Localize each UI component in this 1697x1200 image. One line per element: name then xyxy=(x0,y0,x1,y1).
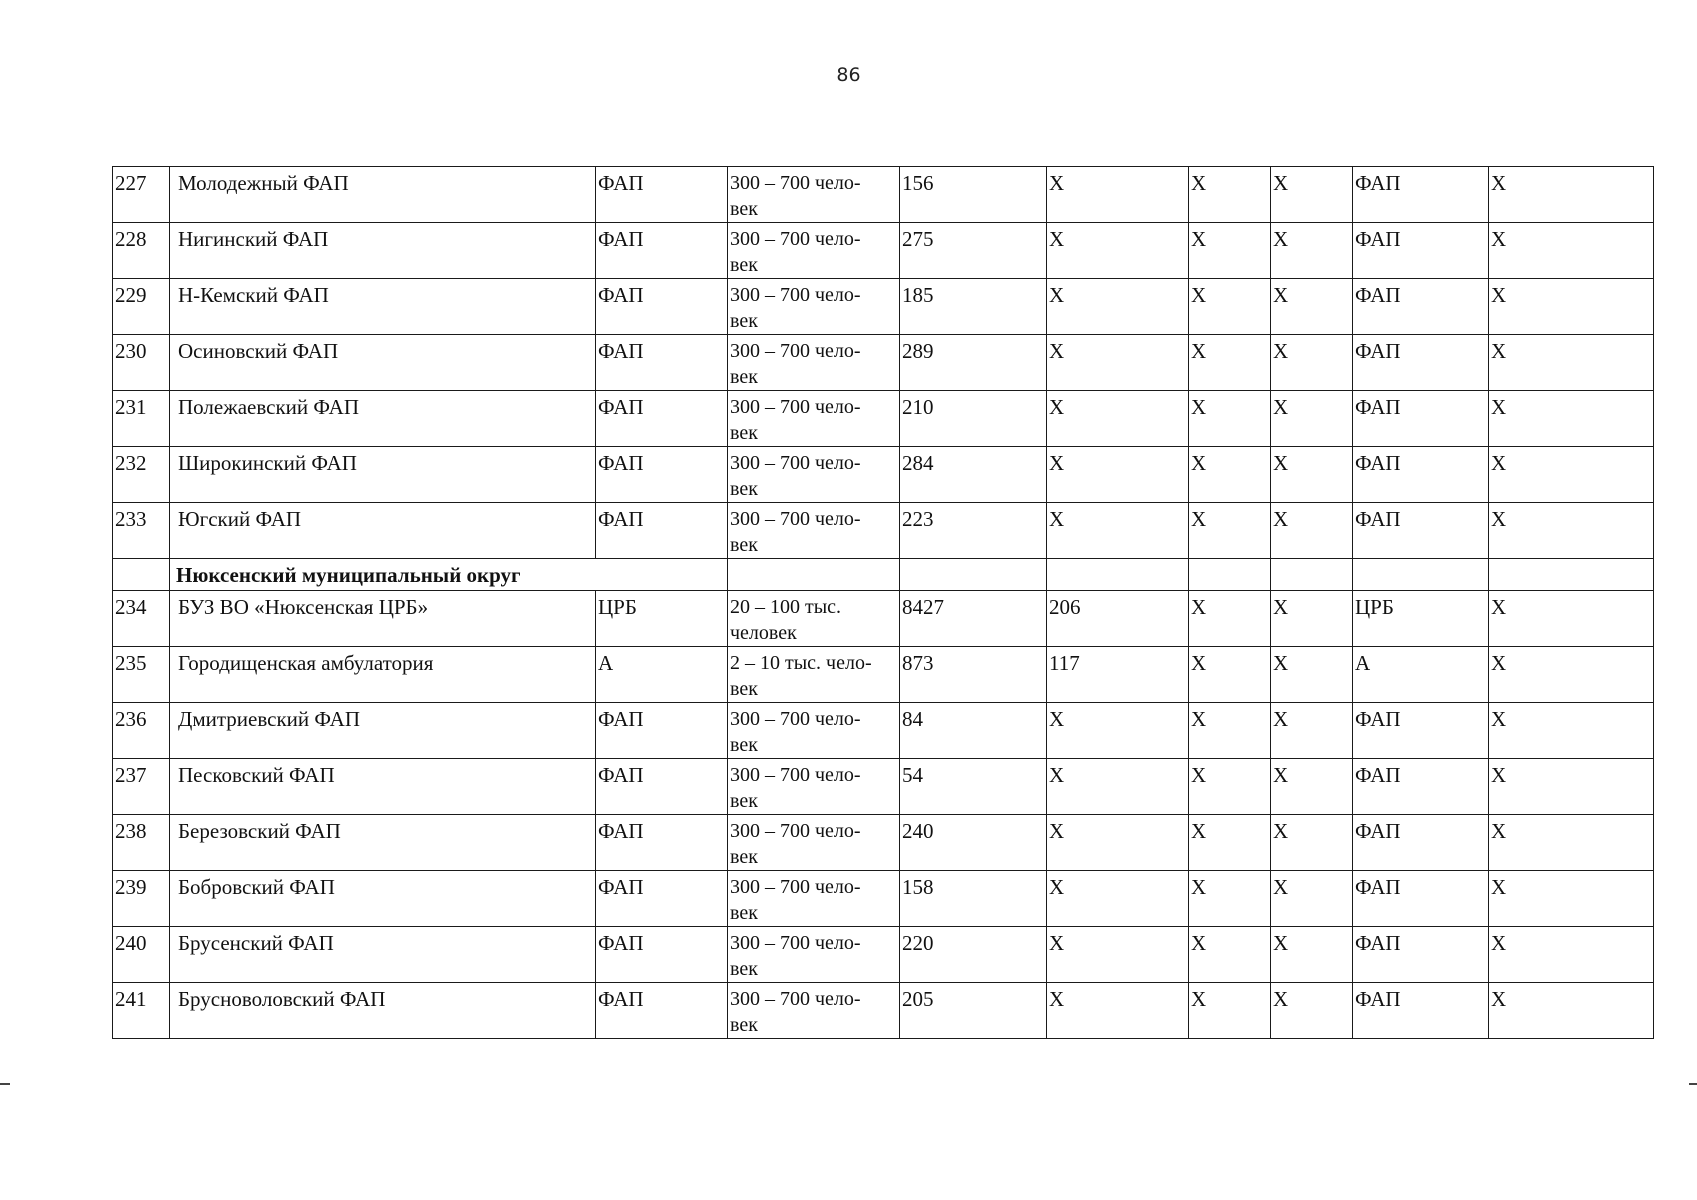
population-range-cell xyxy=(728,703,900,759)
value-cell-3: Х xyxy=(1271,591,1353,647)
facility-type-cell: ФАП xyxy=(596,279,728,335)
population-count-cell: 210 xyxy=(900,391,1047,447)
population-count-cell: 84 xyxy=(900,703,1047,759)
district-empty-cell xyxy=(1271,559,1353,591)
population-range-line1: 300 – 700 чело- xyxy=(730,172,861,194)
population-range-line1: 300 – 700 чело- xyxy=(730,988,861,1010)
value-cell-4: ФАП xyxy=(1353,703,1489,759)
population-range-line2: век xyxy=(730,366,758,388)
table-body-bottom xyxy=(113,591,1654,1039)
value-cell-2: Х xyxy=(1189,759,1271,815)
population-range-cell xyxy=(728,279,900,335)
population-range-line1: 300 – 700 чело- xyxy=(730,932,861,954)
facility-name-cell: Н-Кемский ФАП xyxy=(170,279,596,335)
value-cell-2: Х xyxy=(1189,927,1271,983)
row-number-cell: 228 xyxy=(113,223,170,279)
facility-name-cell: Молодежный ФАП xyxy=(170,167,596,223)
value-cell-2: Х xyxy=(1189,223,1271,279)
table-row xyxy=(113,927,1654,983)
row-number-cell: 233 xyxy=(113,503,170,559)
population-count-cell: 284 xyxy=(900,447,1047,503)
population-range-line2: век xyxy=(730,678,758,700)
population-range-line2: человек xyxy=(730,622,797,644)
facility-name-cell: Городищенская амбулатория xyxy=(170,647,596,703)
facility-type-cell: ФАП xyxy=(596,335,728,391)
value-cell-4: ФАП xyxy=(1353,503,1489,559)
value-cell-5: Х xyxy=(1489,983,1654,1039)
value-cell-3: Х xyxy=(1271,223,1353,279)
population-range-line2: век xyxy=(730,310,758,332)
row-number-cell: 238 xyxy=(113,815,170,871)
value-cell-3: Х xyxy=(1271,647,1353,703)
facility-type-cell: ФАП xyxy=(596,983,728,1039)
facility-name-cell: Широкинский ФАП xyxy=(170,447,596,503)
facility-type-cell: ФАП xyxy=(596,503,728,559)
value-cell-2: Х xyxy=(1189,815,1271,871)
table-row xyxy=(113,815,1654,871)
table-body-top xyxy=(113,167,1654,559)
value-cell-1: Х xyxy=(1047,815,1189,871)
district-empty-cell xyxy=(1353,559,1489,591)
value-cell-3: Х xyxy=(1271,335,1353,391)
population-count-cell: 156 xyxy=(900,167,1047,223)
facility-name-cell: Песковский ФАП xyxy=(170,759,596,815)
population-count-cell: 54 xyxy=(900,759,1047,815)
population-range-cell xyxy=(728,391,900,447)
value-cell-5: Х xyxy=(1489,391,1654,447)
value-cell-4: ФАП xyxy=(1353,391,1489,447)
row-number-cell: 230 xyxy=(113,335,170,391)
facility-type-cell: ФАП xyxy=(596,871,728,927)
facility-type-cell: ЦРБ xyxy=(596,591,728,647)
row-number-cell: 237 xyxy=(113,759,170,815)
value-cell-4: ФАП xyxy=(1353,815,1489,871)
population-count-cell: 8427 xyxy=(900,591,1047,647)
value-cell-3: Х xyxy=(1271,703,1353,759)
district-empty-cell xyxy=(1489,559,1654,591)
population-range-line2: век xyxy=(730,734,758,756)
value-cell-1: Х xyxy=(1047,983,1189,1039)
population-count-cell: 240 xyxy=(900,815,1047,871)
value-cell-4: ЦРБ xyxy=(1353,591,1489,647)
table-row xyxy=(113,759,1654,815)
population-count-cell: 873 xyxy=(900,647,1047,703)
value-cell-1: Х xyxy=(1047,335,1189,391)
value-cell-3: Х xyxy=(1271,759,1353,815)
district-row xyxy=(113,559,1654,591)
facility-name-cell: Березовский ФАП xyxy=(170,815,596,871)
value-cell-5: Х xyxy=(1489,279,1654,335)
population-count-cell: 275 xyxy=(900,223,1047,279)
population-range-cell xyxy=(728,503,900,559)
scan-mark-right xyxy=(1689,1083,1697,1085)
population-range-cell xyxy=(728,167,900,223)
population-range-cell xyxy=(728,591,900,647)
row-number-cell: 234 xyxy=(113,591,170,647)
value-cell-4: ФАП xyxy=(1353,871,1489,927)
value-cell-1: Х xyxy=(1047,927,1189,983)
population-range-line2: век xyxy=(730,902,758,924)
value-cell-2: Х xyxy=(1189,167,1271,223)
value-cell-1: Х xyxy=(1047,223,1189,279)
value-cell-5: Х xyxy=(1489,591,1654,647)
population-range-line1: 20 – 100 тыс. xyxy=(730,596,842,618)
row-number-cell: 232 xyxy=(113,447,170,503)
population-range-line2: век xyxy=(730,254,758,276)
value-cell-4: ФАП xyxy=(1353,927,1489,983)
population-range-cell xyxy=(728,871,900,927)
table-body-district xyxy=(113,559,1654,591)
value-cell-4: ФАП xyxy=(1353,983,1489,1039)
value-cell-5: Х xyxy=(1489,647,1654,703)
value-cell-2: Х xyxy=(1189,447,1271,503)
population-range-line1: 300 – 700 чело- xyxy=(730,508,861,530)
value-cell-5: Х xyxy=(1489,871,1654,927)
population-count-cell: 158 xyxy=(900,871,1047,927)
population-range-line1: 300 – 700 чело- xyxy=(730,228,861,250)
district-num-cell xyxy=(113,559,170,591)
population-range-line2: век xyxy=(730,790,758,812)
facility-type-cell: А xyxy=(596,647,728,703)
value-cell-5: Х xyxy=(1489,759,1654,815)
value-cell-3: Х xyxy=(1271,927,1353,983)
population-range-cell xyxy=(728,927,900,983)
value-cell-5: Х xyxy=(1489,335,1654,391)
row-number-cell: 231 xyxy=(113,391,170,447)
population-range-line1: 300 – 700 чело- xyxy=(730,876,861,898)
facility-name-cell: Брусноволовский ФАП xyxy=(170,983,596,1039)
district-empty-cell xyxy=(728,559,900,591)
value-cell-2: Х xyxy=(1189,391,1271,447)
facility-type-cell: ФАП xyxy=(596,391,728,447)
table-row xyxy=(113,279,1654,335)
district-empty-cell xyxy=(900,559,1047,591)
value-cell-1: 206 xyxy=(1047,591,1189,647)
facility-name-cell: Брусенский ФАП xyxy=(170,927,596,983)
value-cell-5: Х xyxy=(1489,927,1654,983)
table-row xyxy=(113,983,1654,1039)
table-row xyxy=(113,647,1654,703)
value-cell-1: Х xyxy=(1047,391,1189,447)
population-count-cell: 289 xyxy=(900,335,1047,391)
table-row xyxy=(113,391,1654,447)
facility-name-cell: Бобровский ФАП xyxy=(170,871,596,927)
population-range-line1: 300 – 700 чело- xyxy=(730,396,861,418)
value-cell-2: Х xyxy=(1189,703,1271,759)
value-cell-2: Х xyxy=(1189,279,1271,335)
value-cell-4: А xyxy=(1353,647,1489,703)
value-cell-2: Х xyxy=(1189,591,1271,647)
facility-name-cell: Полежаевский ФАП xyxy=(170,391,596,447)
facility-name-cell: Осиновский ФАП xyxy=(170,335,596,391)
facility-name-cell: Югский ФАП xyxy=(170,503,596,559)
value-cell-3: Х xyxy=(1271,871,1353,927)
scan-mark-left xyxy=(0,1083,10,1085)
value-cell-2: Х xyxy=(1189,647,1271,703)
population-range-line2: век xyxy=(730,1014,758,1036)
page-number: 86 xyxy=(836,64,861,86)
facility-type-cell: ФАП xyxy=(596,447,728,503)
table-row xyxy=(113,447,1654,503)
value-cell-3: Х xyxy=(1271,815,1353,871)
population-range-line2: век xyxy=(730,534,758,556)
value-cell-1: Х xyxy=(1047,759,1189,815)
population-range-line2: век xyxy=(730,958,758,980)
facility-type-cell: ФАП xyxy=(596,167,728,223)
table-row xyxy=(113,703,1654,759)
facility-type-cell: ФАП xyxy=(596,927,728,983)
value-cell-3: Х xyxy=(1271,167,1353,223)
row-number-cell: 239 xyxy=(113,871,170,927)
value-cell-1: 117 xyxy=(1047,647,1189,703)
population-count-cell: 185 xyxy=(900,279,1047,335)
value-cell-4: ФАП xyxy=(1353,759,1489,815)
row-number-cell: 240 xyxy=(113,927,170,983)
population-range-line1: 300 – 700 чело- xyxy=(730,340,861,362)
row-number-cell: 227 xyxy=(113,167,170,223)
value-cell-5: Х xyxy=(1489,167,1654,223)
facility-name-cell: Нигинский ФАП xyxy=(170,223,596,279)
facility-type-cell: ФАП xyxy=(596,703,728,759)
population-range-line2: век xyxy=(730,198,758,220)
value-cell-3: Х xyxy=(1271,391,1353,447)
population-range-line1: 2 – 10 тыс. чело- xyxy=(730,652,872,674)
population-range-line1: 300 – 700 чело- xyxy=(730,820,861,842)
value-cell-1: Х xyxy=(1047,703,1189,759)
value-cell-4: ФАП xyxy=(1353,335,1489,391)
table-row xyxy=(113,503,1654,559)
population-range-cell xyxy=(728,983,900,1039)
table-row xyxy=(113,335,1654,391)
row-number-cell: 241 xyxy=(113,983,170,1039)
value-cell-1: Х xyxy=(1047,871,1189,927)
row-number-cell: 229 xyxy=(113,279,170,335)
value-cell-5: Х xyxy=(1489,703,1654,759)
value-cell-3: Х xyxy=(1271,503,1353,559)
population-count-cell: 223 xyxy=(900,503,1047,559)
value-cell-5: Х xyxy=(1489,815,1654,871)
value-cell-4: ФАП xyxy=(1353,167,1489,223)
value-cell-5: Х xyxy=(1489,503,1654,559)
value-cell-2: Х xyxy=(1189,503,1271,559)
value-cell-2: Х xyxy=(1189,335,1271,391)
value-cell-2: Х xyxy=(1189,983,1271,1039)
population-count-cell: 220 xyxy=(900,927,1047,983)
population-range-cell xyxy=(728,815,900,871)
population-range-line1: 300 – 700 чело- xyxy=(730,284,861,306)
table-row xyxy=(113,167,1654,223)
district-empty-cell xyxy=(1189,559,1271,591)
district-empty-cell xyxy=(1047,559,1189,591)
population-range-cell xyxy=(728,759,900,815)
district-title: Нюксенский муниципальный округ xyxy=(170,559,728,591)
value-cell-3: Х xyxy=(1271,447,1353,503)
facility-type-cell: ФАП xyxy=(596,223,728,279)
facility-type-cell: ФАП xyxy=(596,759,728,815)
row-number-cell: 236 xyxy=(113,703,170,759)
population-range-line1: 300 – 700 чело- xyxy=(730,708,861,730)
value-cell-4: ФАП xyxy=(1353,279,1489,335)
population-range-line2: век xyxy=(730,846,758,868)
row-number-cell: 235 xyxy=(113,647,170,703)
value-cell-3: Х xyxy=(1271,983,1353,1039)
value-cell-4: ФАП xyxy=(1353,223,1489,279)
table-row xyxy=(113,871,1654,927)
facility-table xyxy=(112,166,1654,1039)
population-range-cell xyxy=(728,223,900,279)
value-cell-2: Х xyxy=(1189,871,1271,927)
population-range-line2: век xyxy=(730,422,758,444)
population-range-cell xyxy=(728,335,900,391)
population-range-line1: 300 – 700 чело- xyxy=(730,452,861,474)
value-cell-1: Х xyxy=(1047,279,1189,335)
population-range-cell xyxy=(728,647,900,703)
value-cell-5: Х xyxy=(1489,223,1654,279)
population-range-line2: век xyxy=(730,478,758,500)
value-cell-3: Х xyxy=(1271,279,1353,335)
facility-name-cell: БУЗ ВО «Нюксенская ЦРБ» xyxy=(170,591,596,647)
value-cell-1: Х xyxy=(1047,167,1189,223)
value-cell-5: Х xyxy=(1489,447,1654,503)
population-range-cell xyxy=(728,447,900,503)
facility-type-cell: ФАП xyxy=(596,815,728,871)
value-cell-1: Х xyxy=(1047,503,1189,559)
facility-name-cell: Дмитриевский ФАП xyxy=(170,703,596,759)
population-range-line1: 300 – 700 чело- xyxy=(730,764,861,786)
table-row xyxy=(113,223,1654,279)
value-cell-4: ФАП xyxy=(1353,447,1489,503)
population-count-cell: 205 xyxy=(900,983,1047,1039)
table-row xyxy=(113,591,1654,647)
value-cell-1: Х xyxy=(1047,447,1189,503)
